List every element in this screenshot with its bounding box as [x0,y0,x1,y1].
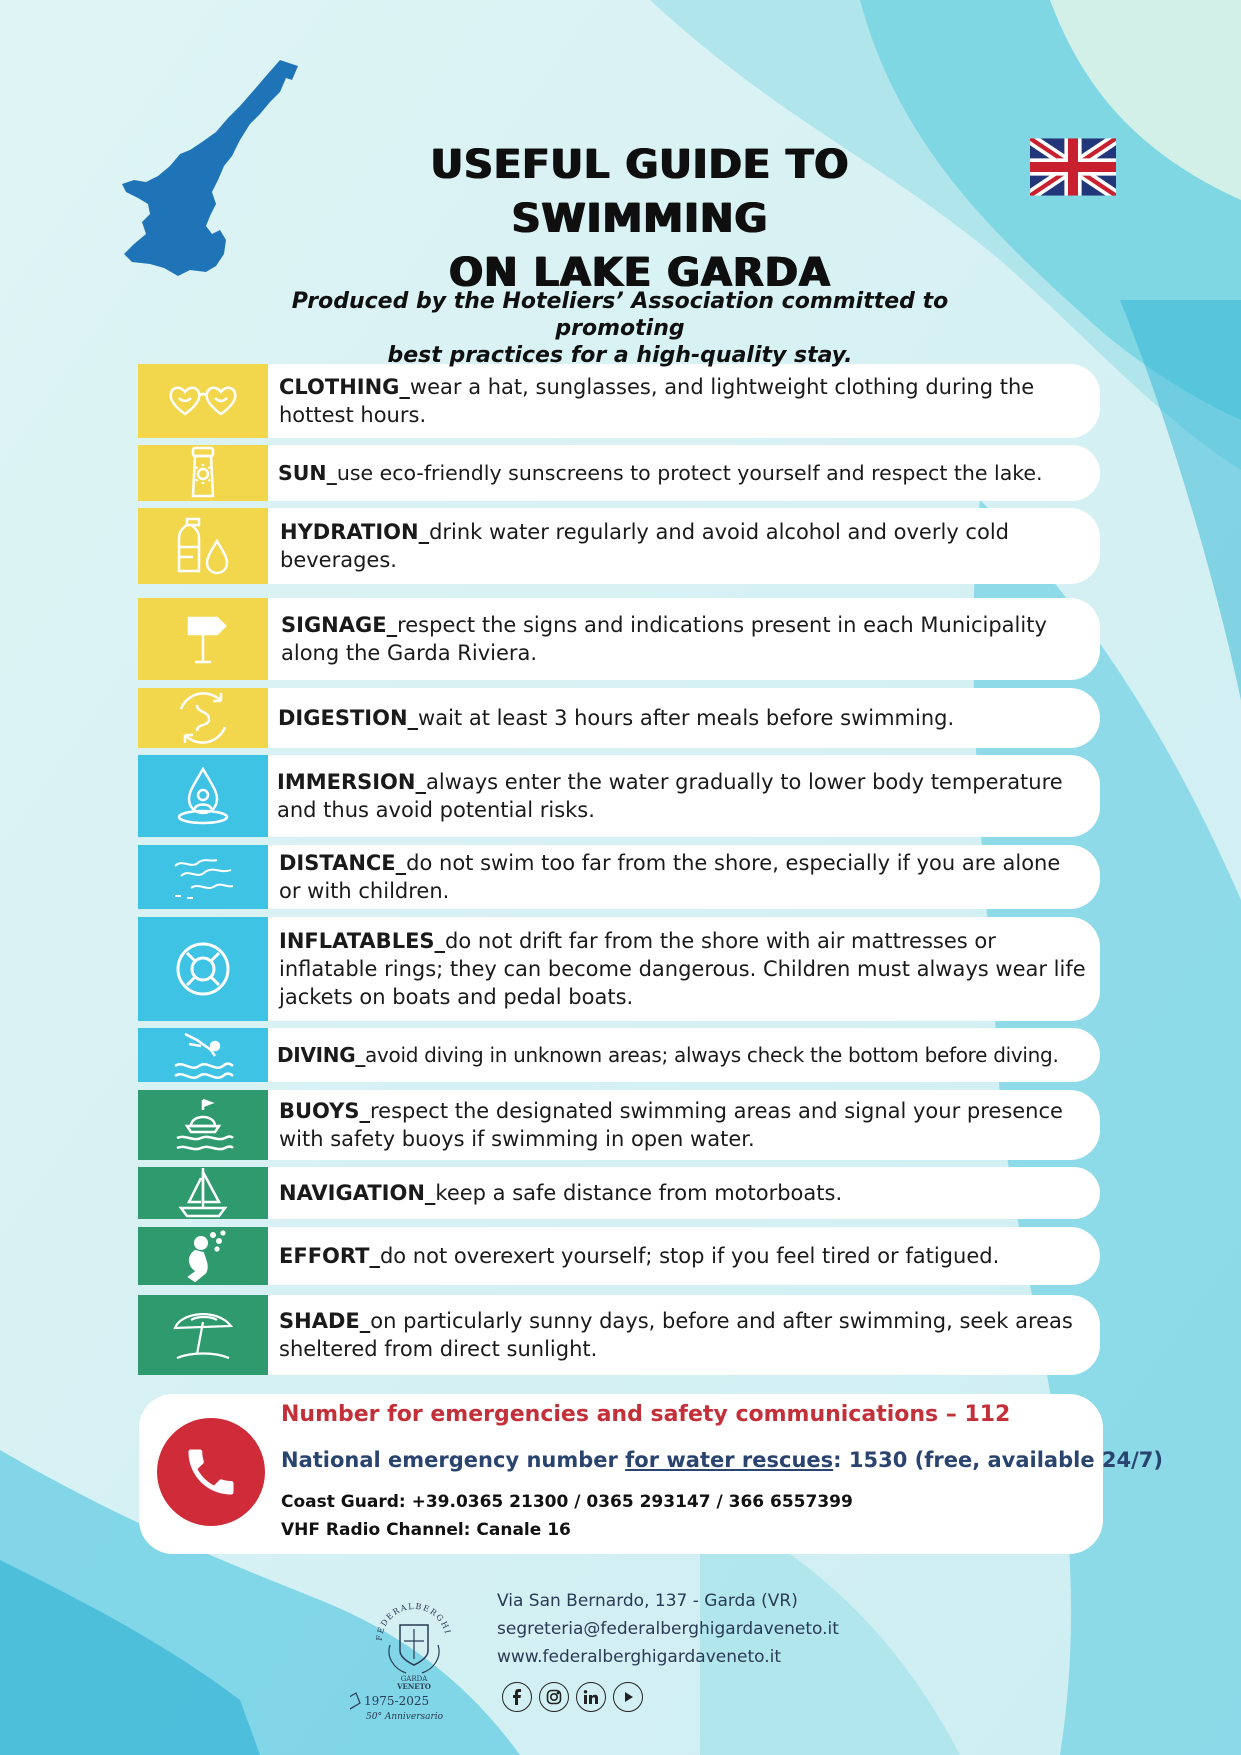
rule-text [268,1090,1100,1160]
coast-guard-line: Coast Guard: +39.0365 21300 / 0365 293147 / 366 6557399 [281,1492,853,1512]
lake-garda-map-icon [120,58,310,283]
rule-description: drink water regularly and avoid alcohol and overly cold beverages. [280,520,1009,572]
rule-inflatables [138,917,1100,1021]
rule-text [268,1227,1100,1285]
subtitle [230,288,1010,369]
rule-text [268,1295,1100,1375]
rule-text [268,917,1100,1021]
footer-email-link[interactable]: segreteria@federalberghigardaveneto.it [497,1619,839,1639]
rule-title: NAVIGATION_ [279,1181,436,1205]
rule-distance [138,845,1100,909]
rule-title: HYDRATION_ [280,520,430,544]
rule-text [268,364,1100,438]
rule-title: SIGNAGE_ [281,613,398,637]
rule-description: on particularly sunny days, before and after swimming, seek areas sheltered from direct sunlight. [279,1309,1073,1361]
rule-description: always enter the water gradually to lower body temperature and thus avoid potential risks. [277,770,1063,822]
rule-text [268,445,1100,501]
heart-sunglasses-icon [138,364,268,438]
federalberghi-logo [350,1595,476,1725]
linkedin-icon[interactable] [576,1682,606,1712]
instagram-icon[interactable] [539,1682,569,1712]
rule-digestion [138,688,1100,748]
rule-text [268,1028,1100,1082]
rule-description: wait at least 3 hours after meals before swimming. [418,706,955,730]
footer-address: Via San Bernardo, 137 - Garda (VR) [497,1591,798,1611]
water-rescue-line [281,1448,1163,1472]
logo-garda-text: GARDA [400,1675,428,1683]
rule-title: BUOYS_ [279,1099,370,1123]
title-line-1: USEFUL GUIDE TO SWIMMING [430,142,850,242]
rule-diving [138,1028,1100,1082]
rule-text [268,1167,1100,1219]
rule-title: SUN_ [278,461,337,485]
rule-shade [138,1295,1100,1375]
buoy-icon [138,1090,268,1160]
rule-description: use eco-friendly sunscreens to protect yourself and respect the lake. [336,461,1043,485]
emergency-112-line: Number for emergencies and safety communications – 112 [281,1402,1011,1427]
rule-text [268,688,1100,748]
rule-title: EFFORT_ [279,1244,380,1268]
rule-clothing [138,364,1100,438]
rule-sun [138,445,1100,501]
rule-description: keep a safe distance from motorboats. [435,1181,843,1205]
water-rescue-suffix: : 1530 (free, available 24/7) [833,1448,1163,1472]
rule-description: respect the designated swimming areas and signal your presence with safety buoys if swimming in open water. [279,1099,1063,1151]
footer-website-link[interactable]: www.federalberghigardaveneto.it [497,1647,782,1667]
digestion-icon [138,688,268,748]
rule-title: DIGESTION_ [278,706,419,730]
subtitle-line-1: Produced by the Hoteliers’ Association committed to promoting [291,289,949,341]
water-rescue-prefix: National emergency number [281,1448,626,1472]
rule-text [268,598,1100,680]
rule-description: wear a hat, sunglasses, and lightweight clothing during the hottest hours. [279,375,1035,427]
sunscreen-icon [138,445,268,501]
rule-description: avoid diving in unknown areas; always check the bottom before diving. [365,1043,1059,1067]
rule-signage [138,598,1100,680]
signpost-icon [138,598,268,680]
beach-umbrella-icon [138,1295,268,1375]
uk-flag-icon [1030,138,1116,196]
immersion-drop-icon [138,755,268,837]
logo-arc-text: FEDERALBERGHI [374,1601,453,1642]
sailboat-icon [138,1167,268,1219]
rule-immersion [138,755,1100,837]
rule-text [268,845,1100,909]
rule-text [268,508,1100,584]
subtitle-line-2: best practices for a high-quality stay. [387,343,853,368]
rule-title: INFLATABLES_ [279,929,446,953]
diver-icon [138,1028,268,1082]
logo-veneto-text: VENETO [397,1682,431,1691]
lake-garda-shape [122,60,298,276]
rule-title: DIVING_ [277,1043,366,1067]
rule-hydration [138,508,1100,584]
rule-navigation [138,1167,1100,1219]
rule-text [268,755,1100,837]
rule-buoys [138,1090,1100,1160]
tired-swimmer-icon [138,1227,268,1285]
rule-effort [138,1227,1100,1285]
vhf-channel-line: VHF Radio Channel: Canale 16 [281,1520,571,1540]
phone-icon [157,1418,265,1526]
waves-distance-icon [138,845,268,909]
rule-description: do not swim too far from the shore, especially if you are alone or with children. [279,851,1061,903]
rule-description: respect the signs and indications present in each Municipality along the Garda Riviera. [281,613,1047,665]
emergency-box [139,1394,1163,1554]
rule-title: IMMERSION_ [277,770,426,794]
rule-title: DISTANCE_ [279,851,407,875]
rule-title: CLOTHING_ [279,375,410,399]
facebook-icon[interactable] [502,1682,532,1712]
logo-years-text: 1975-2025 [364,1694,430,1708]
title-line-2: ON LAKE GARDA [449,250,831,296]
rule-description: do not drift far from the shore with air mattresses or inflatable rings; they can become dangerous. Children must always wear life jackets on boats and pedal boats. [279,929,1086,1009]
water-rescue-link: for water rescues [625,1448,834,1472]
page-title [300,138,980,300]
rule-description: do not overexert yourself; stop if you feel tired or fatigued. [379,1244,1000,1268]
rule-title: SHADE_ [279,1309,371,1333]
logo-anniversary-text: 50° Anniversario [366,1712,444,1722]
water-bottle-icon [138,508,268,584]
youtube-icon[interactable] [613,1682,643,1712]
lifebuoy-icon [138,917,268,1021]
